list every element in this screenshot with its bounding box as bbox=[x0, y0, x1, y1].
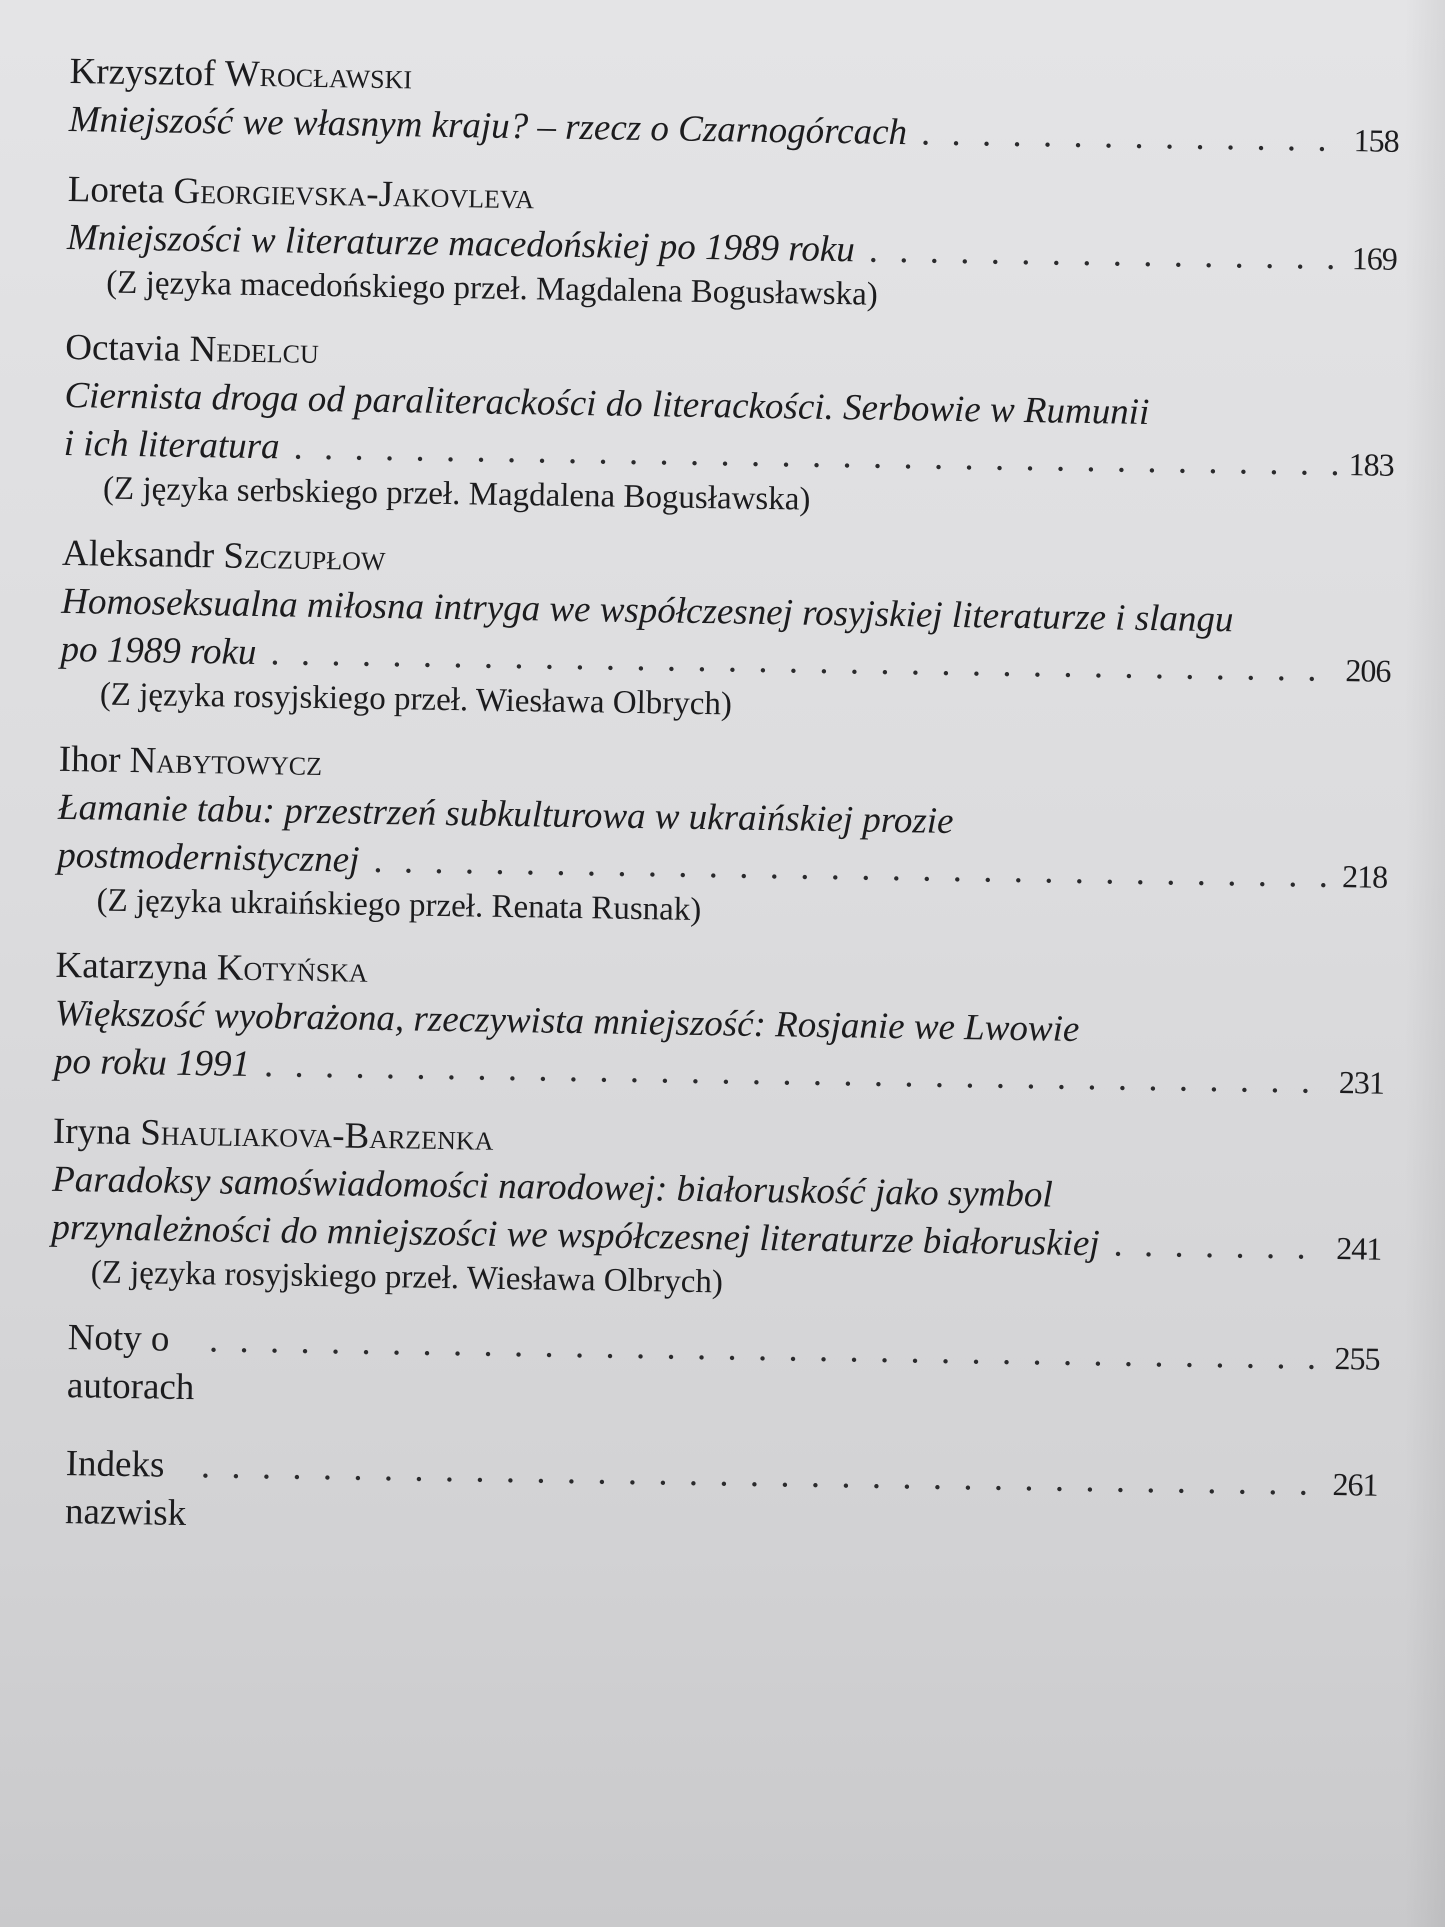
section-label: Indeks nazwisk bbox=[64, 1443, 187, 1535]
leader-dots bbox=[1113, 1221, 1328, 1272]
title-line: Łamanie tabu: przestrzeń subkulturowa w ukraińskiej prozie bbox=[57, 786, 954, 842]
title-line: po 1989 roku bbox=[60, 628, 257, 674]
page-number: 169 bbox=[1351, 240, 1398, 277]
translator-note: (Z języka rosyjskiego przeł. Wiesława Olbrych) bbox=[99, 676, 733, 723]
author-surname: Georgievska-Jakovleva bbox=[173, 170, 535, 218]
toc-entry bbox=[60, 530, 1393, 735]
title-line: Ciernista droga od paraliterackości do literackości. Serbowie w Rumunii bbox=[64, 374, 1150, 433]
toc-entry bbox=[50, 1108, 1383, 1313]
toc-entry bbox=[66, 166, 1398, 323]
author-surname: Wrocławski bbox=[224, 53, 413, 98]
article-title bbox=[54, 990, 1385, 1107]
toc-entry bbox=[63, 324, 1396, 529]
author-surname: Szczupłow bbox=[223, 535, 386, 580]
leader-dots bbox=[868, 227, 1344, 282]
title-line: po roku 1991 bbox=[53, 1040, 251, 1085]
author-first-name: Loreta bbox=[67, 168, 165, 212]
page-number: 218 bbox=[1341, 858, 1388, 895]
author-surname: Nabytowycz bbox=[129, 740, 323, 785]
author-first-name: Katarzyna bbox=[55, 944, 208, 989]
title-line: postmodernistycznej bbox=[56, 834, 360, 881]
title-line: przynależności do mniejszości we współczesnej literaturze białoruskiej bbox=[51, 1206, 1100, 1265]
page-number: 158 bbox=[1353, 122, 1399, 159]
author-first-name: Krzysztof bbox=[69, 50, 216, 95]
title-line: Paradoksy samoświadomości narodowej: białoruskość jako symbol bbox=[51, 1158, 1054, 1216]
author-first-name: Octavia bbox=[64, 326, 181, 370]
section-label: Noty o autorach bbox=[66, 1317, 195, 1409]
author-surname: Nedelcu bbox=[189, 328, 320, 372]
leader-dots bbox=[209, 1316, 1327, 1382]
translator-note: (Z języka rosyjskiego przeł. Wiesława Olbrych) bbox=[90, 1254, 724, 1301]
toc-entry bbox=[56, 736, 1389, 941]
author-first-name: Iryna bbox=[52, 1110, 132, 1154]
toc-entry bbox=[68, 48, 1399, 165]
page-number: 261 bbox=[1332, 1466, 1378, 1503]
translator-note: (Z języka serbskiego przeł. Magdalena Bogusławska) bbox=[102, 470, 811, 518]
leader-dots bbox=[201, 1442, 1325, 1508]
author-surname: Shauliakova-Barzenka bbox=[139, 1112, 494, 1159]
title-line: Mniejszości w literaturze macedońskiej po 1989 roku bbox=[66, 216, 856, 271]
title-line: Homoseksualna miłosna intryga we współczesnej rosyjskiej literaturze i slangu bbox=[60, 580, 1234, 641]
toc-entry-notes bbox=[49, 1314, 1380, 1431]
page-number: 255 bbox=[1334, 1340, 1380, 1377]
author-first-name: Ihor bbox=[58, 738, 121, 781]
table-of-contents bbox=[46, 48, 1400, 1587]
title-line: Mniejszość we własnym kraju? – rzecz o Czarnogórcach bbox=[68, 98, 908, 154]
page-number: 231 bbox=[1338, 1064, 1385, 1101]
page-number: 241 bbox=[1336, 1230, 1382, 1267]
author-surname: Kotyńska bbox=[216, 947, 369, 991]
page-number: 183 bbox=[1348, 446, 1394, 483]
title-line: i ich literatura bbox=[63, 422, 280, 468]
page-number: 206 bbox=[1345, 652, 1391, 689]
title-line: Większość wyobrażona, rzeczywista mniejszość: Rosjanie we Lwowie bbox=[54, 992, 1080, 1050]
translator-note: (Z języka macedońskiego przeł. Magdalena Bogusławska) bbox=[106, 264, 879, 313]
toc-entry-index bbox=[47, 1440, 1378, 1557]
author-first-name: Aleksandr bbox=[61, 532, 215, 577]
translator-note: (Z języka ukraińskiego przeł. Renata Rusnak) bbox=[96, 882, 702, 929]
leader-dots bbox=[921, 109, 1346, 164]
toc-entry bbox=[54, 942, 1386, 1107]
